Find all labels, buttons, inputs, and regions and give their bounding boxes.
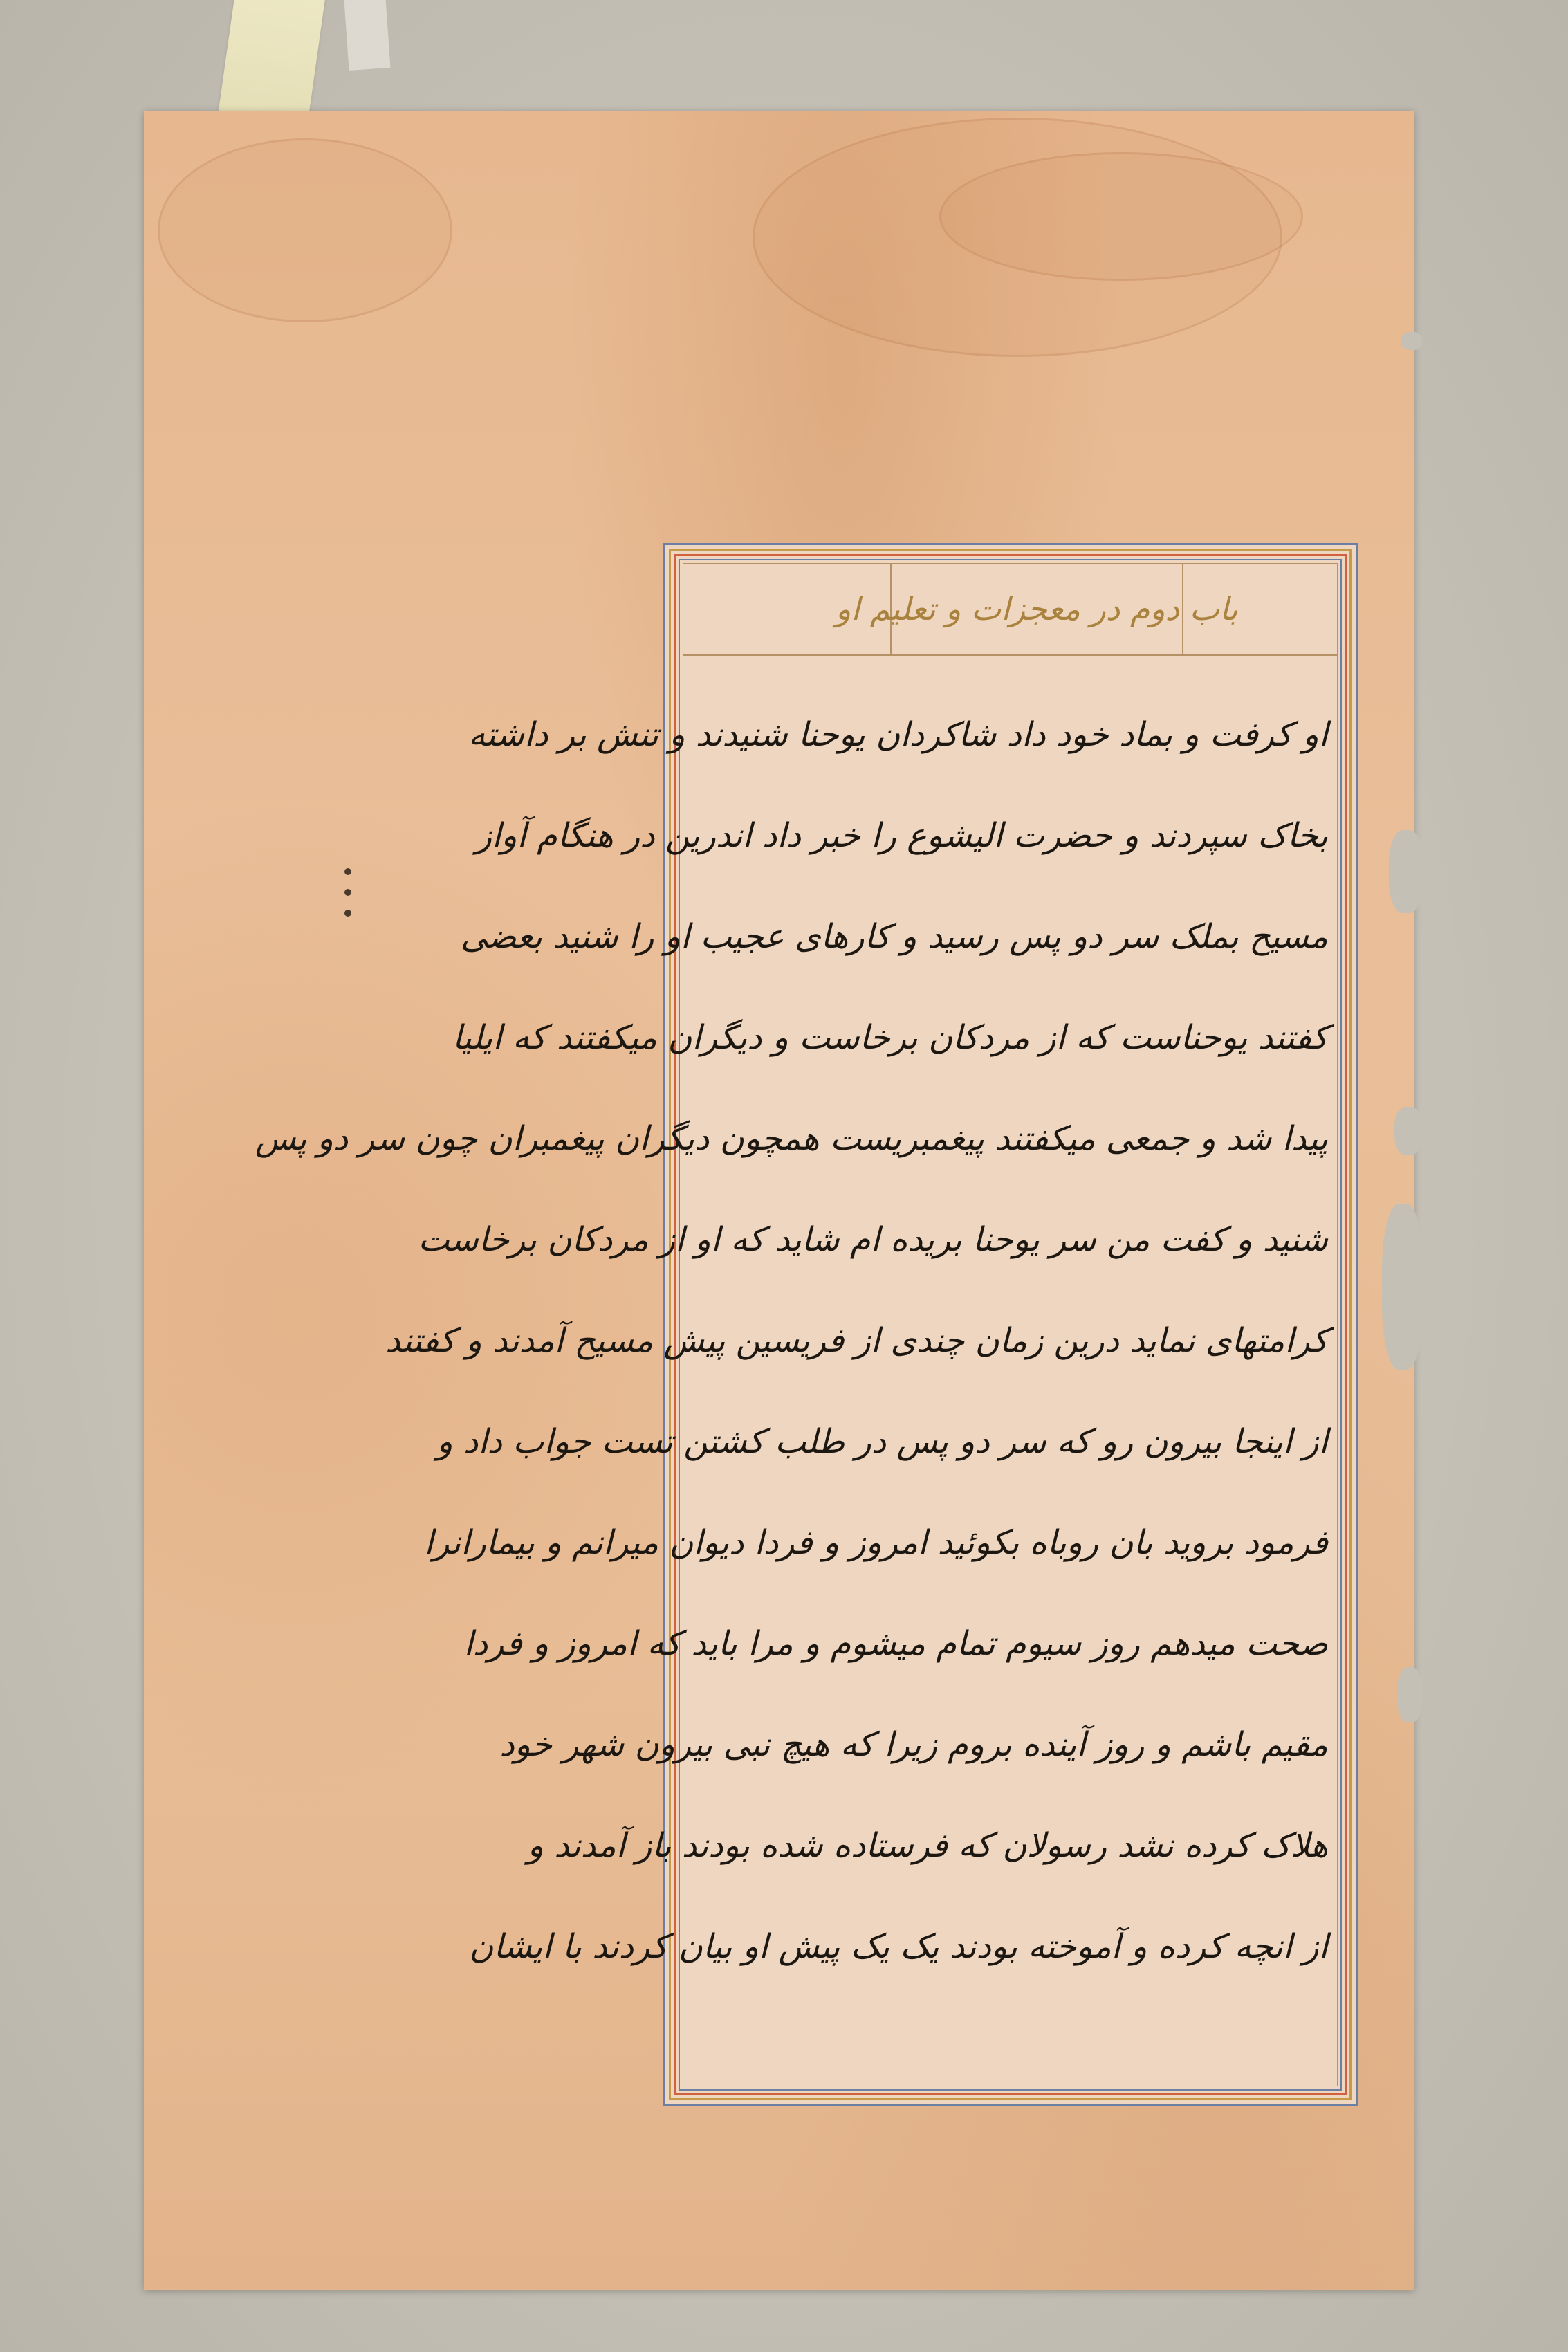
text-line: کرامتهای نماید درین زمان چندی از فریسین پیش مسیح آمدند و کفتند <box>385 1321 1328 1360</box>
text-line: از انچه کرده و آموخته بودند یک یک پیش او بیان کردند با ایشان <box>469 1927 1328 1966</box>
text-line: پیدا شد و جمعی میکفتند پیغمبریست همچون دیگران پیغمبران چون سر دو پس <box>255 1119 1328 1158</box>
text-line: صحت میدهم روز سیوم تمام میشوم و مرا باید که امروز و فردا <box>463 1624 1328 1663</box>
tape-strip-shadow <box>343 0 391 71</box>
margin-mark <box>344 868 351 875</box>
edge-damage <box>1394 1107 1422 1155</box>
text-block <box>255 670 1328 1983</box>
heading-row <box>683 563 1338 656</box>
edge-damage <box>1397 1667 1422 1722</box>
text-line: او کرفت و بماد خود داد شاکردان یوحنا شنیدند و تنش بر داشته <box>468 715 1328 754</box>
water-stain <box>939 152 1303 281</box>
text-line: فرمود بروید بان روباه بکوئید امروز و فردا دیوان میرانم و بیمارانرا <box>424 1523 1328 1562</box>
margin-mark <box>344 910 351 917</box>
water-stain <box>158 138 452 322</box>
edge-damage <box>1382 1204 1423 1370</box>
text-line: شنید و کفت من سر یوحنا بریده ام شاید که او از مردکان برخاست <box>418 1220 1328 1259</box>
text-line: مسیح بملک سر دو پس رسید و کارهای عجیب او را شنید بعضی <box>460 917 1328 956</box>
text-line: مقیم باشم و روز آینده بروم زیرا که هیچ نبی بیرون شهر خود <box>499 1725 1328 1764</box>
margin-mark <box>344 889 351 896</box>
text-panel <box>255 543 1358 2106</box>
manuscript-folio <box>144 111 1414 2290</box>
chapter-heading: باب دوم در معجزات و تعلیم او <box>836 590 1238 627</box>
text-line: کفتند یوحناست که از مردکان برخاست و دیگران میکفتند که ایلیا <box>452 1018 1328 1057</box>
text-line: از اینجا بیرون رو که سر دو پس در طلب کشتن تست جواب داد و <box>436 1422 1328 1461</box>
text-line: بخاک سپردند و حضرت الیشوع را خبر داد اندرین در هنگام آواز <box>475 816 1328 855</box>
heading-cartouche <box>836 563 1238 654</box>
text-line: هلاک کرده نشد رسولان که فرستاده شده بودند باز آمدند و <box>527 1826 1328 1865</box>
edge-damage <box>1389 830 1423 913</box>
edge-damage <box>1401 332 1422 350</box>
